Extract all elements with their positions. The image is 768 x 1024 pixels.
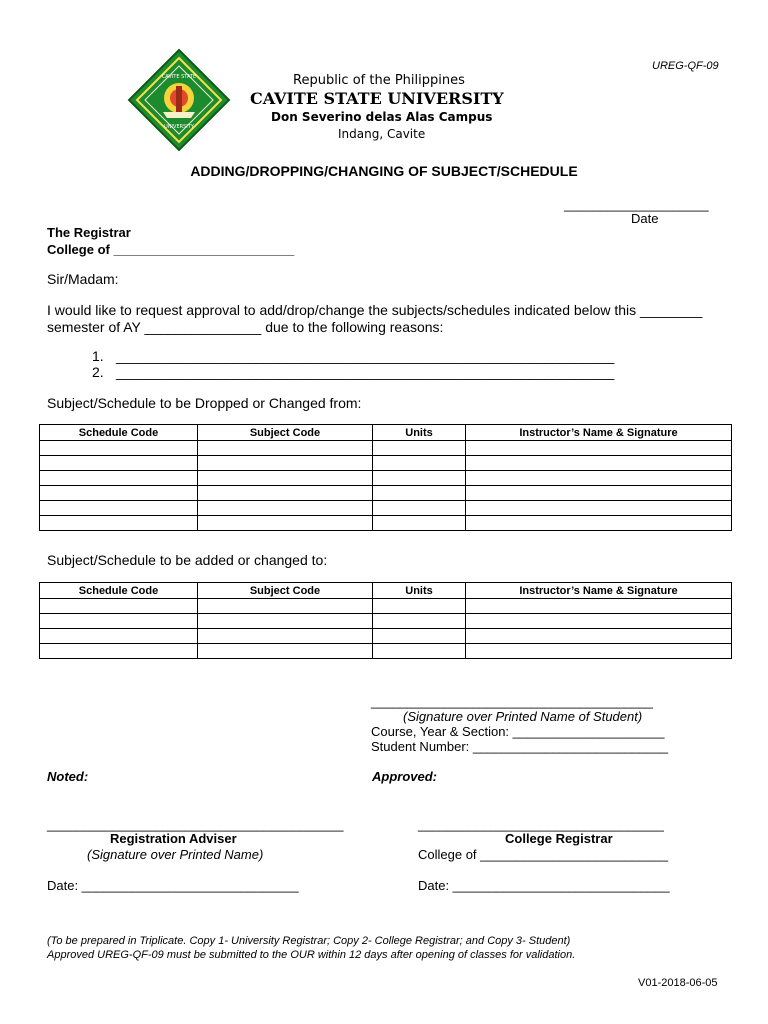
table-cell[interactable]: [373, 456, 466, 471]
table-row: [40, 501, 732, 516]
student-signature-label: (Signature over Printed Name of Student): [403, 709, 643, 724]
campus-name: Don Severino delas Alas Campus: [271, 110, 493, 124]
table-cell[interactable]: [40, 644, 198, 659]
table-cell[interactable]: [466, 599, 732, 614]
reason-number-1: 1.: [92, 348, 104, 364]
table-cell[interactable]: [466, 644, 732, 659]
table-cell[interactable]: [373, 614, 466, 629]
table-cell[interactable]: [466, 471, 732, 486]
adviser-date-field[interactable]: Date: ______________________________: [47, 878, 299, 893]
salutation: Sir/Madam:: [47, 271, 119, 287]
table-cell[interactable]: [466, 441, 732, 456]
table-cell[interactable]: [40, 441, 198, 456]
table-cell[interactable]: [466, 486, 732, 501]
table-header-row: [40, 425, 732, 441]
column-header: Instructor’s Name & Signature: [466, 583, 732, 599]
body-line-2[interactable]: semester of AY _______________ due to the following reasons:: [47, 319, 444, 335]
table-cell[interactable]: [40, 629, 198, 644]
table-cell[interactable]: [373, 516, 466, 531]
form-title: ADDING/DROPPING/CHANGING OF SUBJECT/SCHEDULE: [190, 163, 578, 179]
column-header: Units: [373, 583, 466, 599]
location-text: Indang, Cavite: [338, 127, 426, 141]
table-cell[interactable]: [373, 629, 466, 644]
adviser-title: Registration Adviser: [110, 831, 237, 846]
table-cell[interactable]: [198, 629, 373, 644]
table-cell[interactable]: [373, 599, 466, 614]
table-cell[interactable]: [466, 516, 732, 531]
table-cell[interactable]: [40, 456, 198, 471]
table-cell[interactable]: [40, 614, 198, 629]
table-row: [40, 614, 732, 629]
body-line-1[interactable]: I would like to request approval to add/drop/change the subjects/schedules indicated below this ________: [47, 302, 703, 318]
date-line[interactable]: ____________________: [564, 197, 709, 212]
course-year-section-field[interactable]: Course, Year & Section: _____________________: [371, 724, 665, 739]
add-section-label: Subject/Schedule to be added or changed to:: [47, 552, 328, 568]
date-label: Date: [631, 211, 659, 226]
column-header: Subject Code: [198, 425, 373, 441]
reason-line-1[interactable]: ________________________________________________________________: [116, 348, 615, 364]
form-code: UREG-QF-09: [652, 60, 719, 72]
table-cell[interactable]: [373, 441, 466, 456]
table-cell[interactable]: [373, 471, 466, 486]
table-cell[interactable]: [198, 486, 373, 501]
table-row: [40, 441, 732, 456]
table-cell[interactable]: [466, 456, 732, 471]
university-name: CAVITE STATE UNIVERSITY: [250, 89, 504, 108]
svg-text:UNIVERSITY: UNIVERSITY: [164, 124, 194, 130]
table-cell[interactable]: [198, 501, 373, 516]
noted-label: Noted:: [47, 769, 89, 784]
table-cell[interactable]: [198, 614, 373, 629]
column-header: Instructor’s Name & Signature: [466, 425, 732, 441]
table-cell[interactable]: [373, 486, 466, 501]
student-number-field[interactable]: Student Number: ___________________________: [371, 739, 669, 754]
table-cell[interactable]: [40, 501, 198, 516]
addressee-title: The Registrar: [47, 225, 131, 240]
table-row: [40, 644, 732, 659]
footer-note-2: Approved UREG-QF-09 must be submitted to the OUR within 12 days after opening of classes for validation.: [47, 949, 576, 961]
table-cell[interactable]: [466, 614, 732, 629]
adviser-subtitle: (Signature over Printed Name): [87, 847, 264, 862]
table-cell[interactable]: [198, 599, 373, 614]
table-cell[interactable]: [198, 456, 373, 471]
approved-label: Approved:: [372, 769, 437, 784]
table-cell[interactable]: [40, 516, 198, 531]
column-header: Schedule Code: [40, 583, 198, 599]
republic-text: Republic of the Philippines: [293, 73, 465, 88]
registrar-college-field[interactable]: College of __________________________: [418, 847, 669, 862]
registrar-title: College Registrar: [505, 831, 613, 846]
table-cell[interactable]: [40, 599, 198, 614]
adviser-signature-line[interactable]: _________________________________________: [47, 817, 344, 832]
student-signature-line[interactable]: _______________________________________: [371, 694, 653, 709]
table-cell[interactable]: [40, 471, 198, 486]
table-row: [40, 471, 732, 486]
table-cell[interactable]: [373, 644, 466, 659]
column-header: Schedule Code: [40, 425, 198, 441]
table-header-row: [40, 583, 732, 599]
table-row: [40, 599, 732, 614]
table-cell[interactable]: [198, 644, 373, 659]
reason-line-2[interactable]: ________________________________________________________________: [116, 364, 615, 380]
drop-section-label: Subject/Schedule to be Dropped or Changed from:: [47, 395, 362, 411]
column-header: Subject Code: [198, 583, 373, 599]
footer-note-1: (To be prepared in Triplicate. Copy 1- University Registrar; Copy 2- College Registrar; and Copy 3- Student): [47, 935, 571, 947]
table-row: [40, 516, 732, 531]
table-cell[interactable]: [373, 501, 466, 516]
registrar-signature-line[interactable]: __________________________________: [418, 817, 664, 832]
registrar-date-field[interactable]: Date: ______________________________: [418, 878, 670, 893]
table-row: [40, 456, 732, 471]
table-row: [40, 486, 732, 501]
university-logo-icon: [127, 48, 231, 152]
addressee-college[interactable]: College of _________________________: [47, 242, 295, 257]
table-cell[interactable]: [198, 471, 373, 486]
table-cell[interactable]: [40, 486, 198, 501]
add-table: [39, 582, 732, 659]
svg-text:CAVITE STATE: CAVITE STATE: [161, 74, 197, 80]
table-row: [40, 629, 732, 644]
reason-number-2: 2.: [92, 364, 104, 380]
drop-table: [39, 424, 732, 531]
table-cell[interactable]: [466, 629, 732, 644]
table-cell[interactable]: [198, 516, 373, 531]
version-code: V01-2018-06-05: [638, 977, 718, 989]
table-cell[interactable]: [198, 441, 373, 456]
table-cell[interactable]: [466, 501, 732, 516]
column-header: Units: [373, 425, 466, 441]
